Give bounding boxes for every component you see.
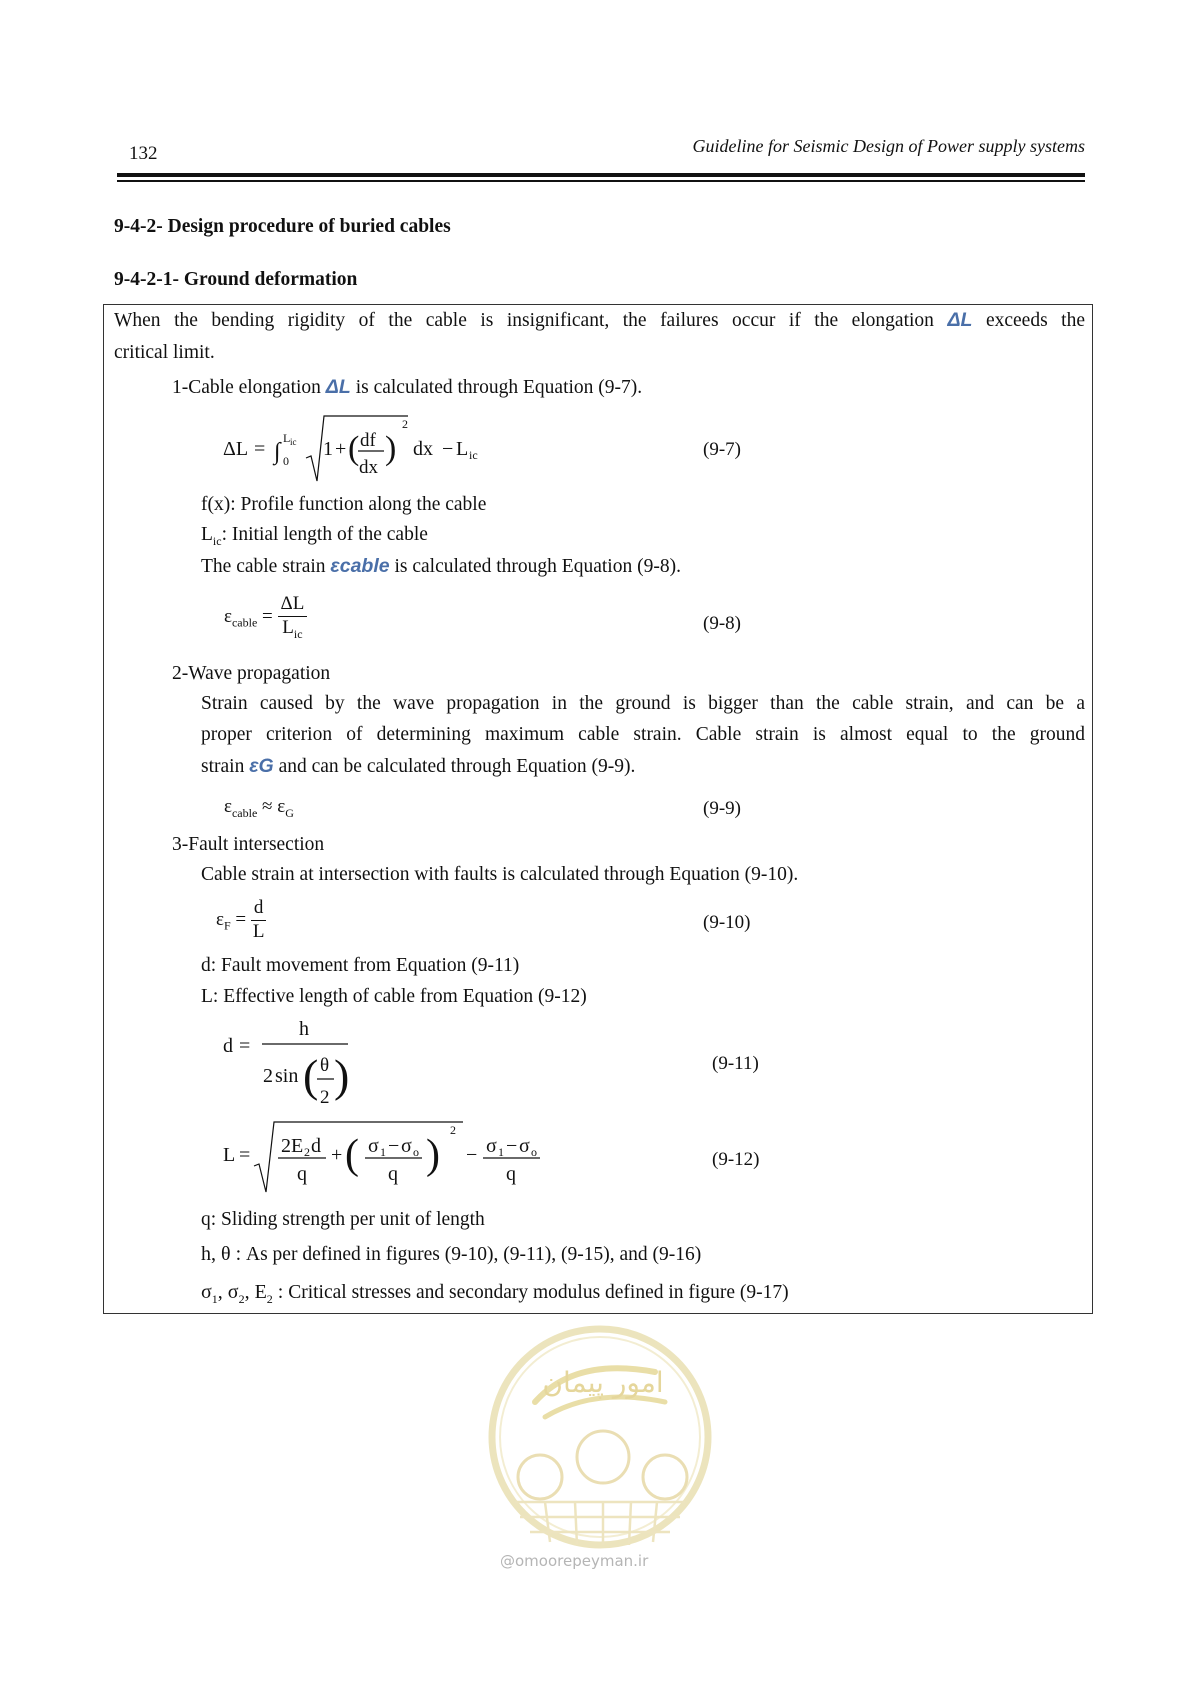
svg-text:ic: ic: [469, 448, 478, 462]
svg-text:): ): [334, 1050, 350, 1101]
svg-text:): ): [426, 1132, 440, 1178]
svg-text:q: q: [388, 1163, 398, 1185]
svg-text:h: h: [299, 1018, 309, 1040]
svg-text:o: o: [413, 1145, 419, 1159]
equation-9-7: [220, 410, 490, 484]
epsilon-g-symbol: εG: [249, 755, 274, 777]
watermark-logo: [485, 1317, 715, 1582]
header-rule-thin: [117, 180, 1085, 182]
svg-text:ΔL: ΔL: [223, 438, 249, 460]
sigma-definition: $\sigma_1$, $\sigma_2$, $E_2$ : Critical stresses and secondary modulus defined in figure (9-17): [201, 1281, 789, 1306]
at-icon: @: [500, 1552, 515, 1570]
svg-text:1: 1: [498, 1145, 504, 1159]
lic-definition: $L_{ic}$: Initial length of the cable: [201, 524, 428, 548]
equation-number: (9-11): [712, 1053, 759, 1074]
svg-text:2: 2: [450, 1123, 456, 1137]
equation-9-10: $\varepsilon_F$ = $\frac{d}{L}$: [216, 897, 265, 942]
running-header-title: Guideline for Seismic Design of Power supply systems: [692, 136, 1085, 156]
equation-9-12: [220, 1116, 560, 1196]
equation-number: (9-12): [712, 1149, 760, 1170]
svg-text:o: o: [531, 1145, 537, 1159]
svg-text:+: +: [331, 1144, 343, 1166]
svg-text:+: +: [335, 438, 347, 460]
svg-text:=: =: [254, 438, 266, 460]
header-rule-thick: [117, 173, 1085, 177]
svg-text:σ: σ: [368, 1135, 379, 1157]
l-definition: L: Effective length of cable from Equation (9-12): [201, 986, 587, 1007]
svg-text:−: −: [466, 1144, 478, 1166]
svg-text:∫: ∫: [274, 439, 281, 465]
svg-text:1: 1: [380, 1145, 386, 1159]
d-definition: d: Fault movement from Equation (9-11): [201, 955, 520, 976]
h-theta-definition: h, θ : As per defined in figures (9-10), (9-11), (9-15), and (9-16): [201, 1243, 702, 1265]
equation-9-11: [220, 1016, 355, 1113]
delta-l-symbol: ΔL: [947, 309, 973, 331]
fault-text: Cable strain at intersection with faults is calculated through Equation (9-10).: [201, 864, 799, 885]
fx-definition: f(x): Profile function along the cable: [201, 494, 487, 515]
svg-text:=: =: [239, 1035, 251, 1057]
epsilon-cable-symbol: εcable: [330, 555, 390, 577]
equation-number: (9-7): [703, 439, 741, 460]
svg-text:1: 1: [323, 438, 333, 460]
svg-text:d: d: [223, 1035, 233, 1057]
section-heading: 9-4-2- Design procedure of buried cables: [114, 216, 451, 237]
delta-l-symbol: ΔL: [325, 376, 351, 398]
intro-line-2: critical limit.: [114, 342, 215, 363]
wave-line-3: strain εG and can be calculated through Equation (9-9).: [201, 755, 636, 777]
equation-number: (9-10): [703, 912, 751, 933]
svg-text:2: 2: [402, 417, 408, 431]
svg-text:L: L: [283, 431, 291, 445]
svg-text:σ: σ: [486, 1135, 497, 1157]
equation-number: (9-9): [703, 798, 741, 819]
svg-text:ic: ic: [290, 437, 297, 447]
svg-text:σ: σ: [401, 1135, 412, 1157]
svg-text:2: 2: [263, 1065, 273, 1087]
svg-text:(: (: [348, 430, 360, 467]
svg-text:q: q: [297, 1163, 307, 1185]
equation-9-8: $\varepsilon_{cable}$ = $\frac{\Delta L}{L_{ic}}$: [224, 594, 307, 641]
svg-text:θ: θ: [320, 1055, 330, 1076]
svg-text:L: L: [456, 438, 469, 460]
wave-line-2: proper criterion of determining maximum cable strain. Cable strain is almost equal to the ground: [201, 724, 1085, 745]
watermark-caption: @omoorepeyman.ir: [500, 1552, 649, 1570]
svg-text:2E: 2E: [281, 1135, 304, 1157]
svg-text:2: 2: [304, 1145, 310, 1159]
item-1-heading: 1-Cable elongation ΔL is calculated through Equation (9-7).: [172, 376, 643, 398]
cable-strain-intro: The cable strain εcable is calculated through Equation (9-8).: [201, 555, 681, 577]
q-definition: q: Sliding strength per unit of length: [201, 1209, 485, 1230]
item-3-heading: 3-Fault intersection: [172, 834, 325, 855]
svg-text:d: d: [311, 1135, 321, 1157]
wave-line-1: Strain caused by the wave propagation in the ground is bigger than the cable strain, and can be a: [201, 693, 1085, 714]
svg-text:(: (: [303, 1050, 319, 1101]
svg-text:−: −: [388, 1135, 400, 1157]
item-2-heading: 2-Wave propagation: [172, 663, 331, 684]
svg-text:dx: dx: [359, 457, 378, 478]
svg-text:2: 2: [320, 1087, 330, 1108]
svg-text:dx: dx: [413, 438, 433, 460]
svg-text:−: −: [442, 438, 454, 460]
svg-text:(: (: [345, 1132, 359, 1178]
page-number: 132: [129, 143, 158, 164]
svg-text:q: q: [506, 1163, 516, 1185]
svg-text:=: =: [239, 1144, 251, 1166]
svg-text:−: −: [506, 1135, 518, 1157]
subsection-heading: 9-4-2-1- Ground deformation: [114, 269, 358, 290]
intro-line-1: When the bending rigidity of the cable is insignificant, the failures occur if the elongation ΔL exceeds the: [114, 309, 1086, 331]
svg-text:): ): [385, 430, 397, 467]
equation-number: (9-8): [703, 613, 741, 634]
svg-text:L: L: [223, 1144, 236, 1166]
svg-text:σ: σ: [519, 1135, 530, 1157]
watermark-logo-text: امور پیمان: [542, 1366, 664, 1399]
svg-text:0: 0: [283, 454, 289, 468]
svg-text:df: df: [360, 430, 376, 451]
svg-text:sin: sin: [275, 1065, 299, 1087]
equation-9-9: $\varepsilon_{cable} \approx \varepsilon_G$: [224, 796, 294, 820]
